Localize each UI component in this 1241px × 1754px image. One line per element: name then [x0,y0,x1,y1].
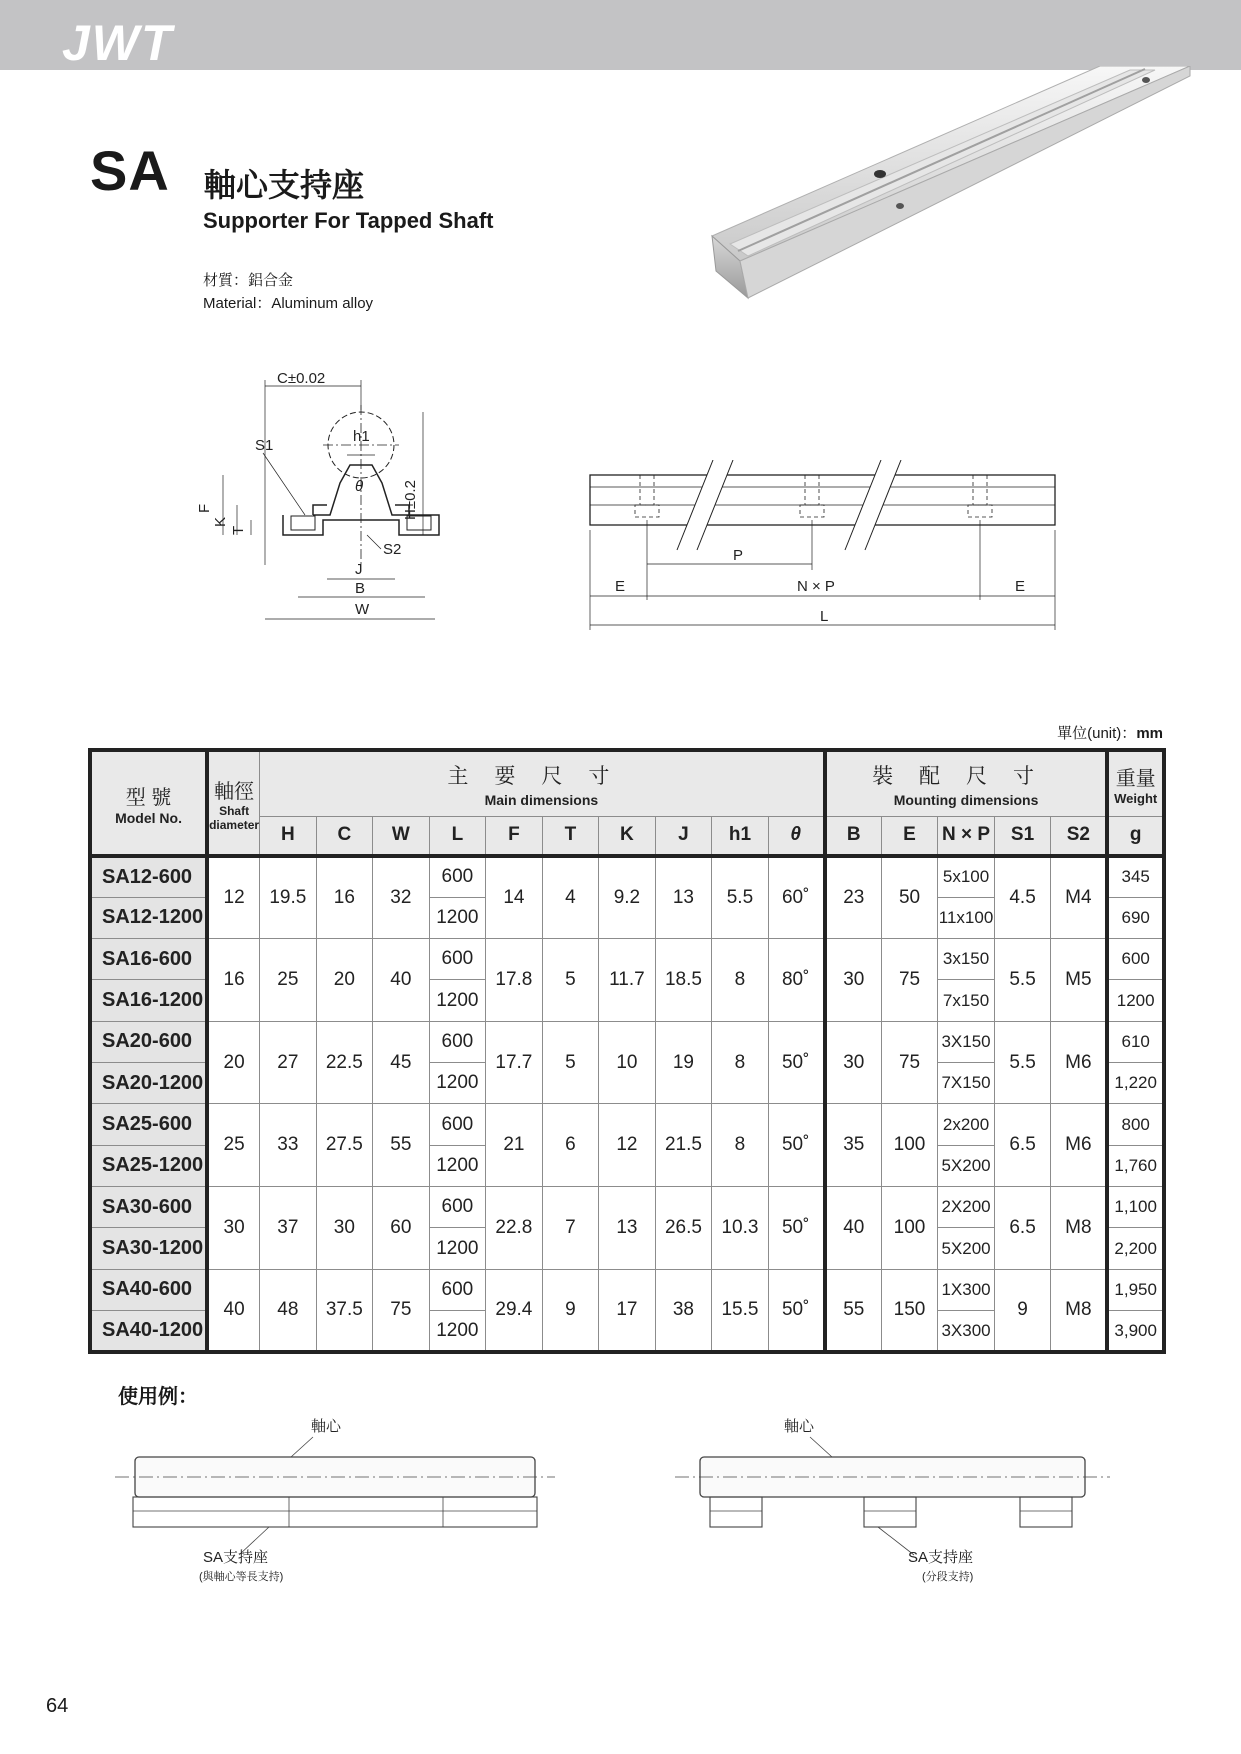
cell-h1: 15.5 [712,1269,769,1352]
dim-k-label: K [212,516,229,527]
cell-S1: 6.5 [994,1187,1051,1270]
cell-W: 40 [373,939,430,1022]
cell-L: 600 [429,1104,486,1145]
col-header: F [486,816,543,856]
cell-B: 23 [825,856,882,939]
cell-NxP: 5x100 [938,856,995,897]
cell-H: 37 [260,1187,317,1270]
cell-weight: 1,760 [1107,1145,1164,1186]
cell-theta: 50˚ [768,1269,825,1352]
header-main-cn: 主要尺寸 [447,764,636,788]
dim-e-left-label: E [615,578,626,595]
product-code: SA [90,139,170,202]
cell-W: 45 [373,1021,430,1104]
col-header: W [373,816,430,856]
table-row [90,1269,1164,1310]
header-shaft [207,750,259,856]
dim-t-label: T [230,525,247,535]
model-cell: SA20-600 [90,1021,207,1062]
table-row [90,1104,1164,1145]
cell-J: 38 [655,1269,712,1352]
cell-T: 4 [542,856,599,939]
cell-NxP: 5X200 [938,1228,995,1269]
cell-S2: M4 [1051,856,1108,939]
example-right-shaft-label: 軸心 [784,1418,815,1435]
cell-L: 1200 [429,980,486,1021]
cell-S1: 6.5 [994,1104,1051,1187]
cell-S1: 5.5 [994,939,1051,1022]
dim-j-label: J [355,561,363,578]
dim-h-label: H±0.2 [402,480,419,520]
cell-F: 21 [486,1104,543,1187]
cell-d: 16 [207,939,259,1022]
cell-E: 75 [881,1021,938,1104]
cell-L: 1200 [429,1228,486,1269]
model-cell: SA20-1200 [90,1063,207,1104]
header-mount-en: Mounting dimensions [893,791,1039,808]
cell-H: 48 [260,1269,317,1352]
header-weight-en: Weight [1114,790,1158,806]
cell-theta: 80˚ [768,939,825,1022]
cell-L: 1200 [429,1145,486,1186]
col-header: B [825,816,882,856]
cell-weight: 1,220 [1107,1063,1164,1104]
cell-theta: 50˚ [768,1187,825,1270]
cell-C: 22.5 [316,1021,373,1104]
cell-h1: 8 [712,1104,769,1187]
table-row [90,1021,1164,1062]
cell-theta: 50˚ [768,1104,825,1187]
cell-C: 16 [316,856,373,939]
header-model [90,750,207,856]
cell-h1: 5.5 [712,856,769,939]
cell-weight: 1,950 [1107,1269,1164,1310]
usage-example-right [670,1405,1110,1585]
example-left-note: (與軸心等長支持) [199,1571,284,1583]
cell-E: 100 [881,1187,938,1270]
cell-L: 600 [429,1021,486,1062]
dim-h1-label: h1 [353,428,370,445]
cell-F: 17.7 [486,1021,543,1104]
header-model-en: Model No. [115,809,182,826]
header-weight [1107,750,1164,816]
cell-B: 35 [825,1104,882,1187]
header-main-en: Main dimensions [484,791,599,808]
cell-H: 27 [260,1021,317,1104]
material-en: Material：Aluminum alloy [203,295,374,312]
cell-B: 30 [825,1021,882,1104]
dim-p-label: P [733,547,744,564]
cell-weight: 610 [1107,1021,1164,1062]
col-header: K [599,816,656,856]
header-shaft-en: Shaft diameter [209,803,260,832]
col-header: g [1107,816,1164,856]
example-left-shaft-label: 軸心 [311,1418,342,1435]
cell-weight: 800 [1107,1104,1164,1145]
cell-h1: 10.3 [712,1187,769,1270]
cell-E: 75 [881,939,938,1022]
cell-J: 26.5 [655,1187,712,1270]
col-header: T [542,816,599,856]
header-main-dimensions [260,750,825,816]
col-header: H [260,816,317,856]
rail-product-image [700,66,1200,306]
cell-K: 10 [599,1021,656,1104]
header-weight-cn: 重量 [1115,767,1156,790]
model-cell: SA30-1200 [90,1228,207,1269]
dim-s1-label: S1 [255,437,274,454]
unit-value: mm [1136,725,1163,742]
product-name-cn: 軸心支持座 [204,167,365,203]
cell-J: 18.5 [655,939,712,1022]
cell-L: 1200 [429,1311,486,1352]
cell-E: 150 [881,1269,938,1352]
mounting-hole-icon [874,170,886,178]
dim-f-label: F [196,503,213,513]
header-model-cn: 型 號 [125,786,172,809]
cell-S1: 9 [994,1269,1051,1352]
cell-d: 30 [207,1187,259,1270]
dim-b-label: B [355,580,366,597]
cell-NxP: 5X200 [938,1145,995,1186]
cell-L: 1200 [429,1063,486,1104]
cell-h1: 8 [712,939,769,1022]
cell-C: 20 [316,939,373,1022]
col-header: C [316,816,373,856]
cell-H: 19.5 [260,856,317,939]
dim-l-label: L [820,608,829,625]
cell-NxP: 7X150 [938,1063,995,1104]
cell-d: 25 [207,1104,259,1187]
cell-S1: 4.5 [994,856,1051,939]
dim-theta-label: θ [355,478,364,495]
usage-example-left [115,1405,555,1585]
cell-F: 29.4 [486,1269,543,1352]
cell-B: 40 [825,1187,882,1270]
col-header: h1 [712,816,769,856]
side-view-drawing [585,460,1060,635]
cell-T: 5 [542,1021,599,1104]
col-header: L [429,816,486,856]
col-header: θ [768,816,825,856]
model-cell: SA40-600 [90,1269,207,1310]
cross-section-drawing [195,365,485,635]
cell-L: 600 [429,1269,486,1310]
cell-E: 100 [881,1104,938,1187]
cell-H: 33 [260,1104,317,1187]
cell-K: 11.7 [599,939,656,1022]
cell-S2: M6 [1051,1104,1108,1187]
material-cn: 材質：鋁合金 [203,272,294,289]
cell-J: 13 [655,856,712,939]
cell-S2: M5 [1051,939,1108,1022]
cell-W: 75 [373,1269,430,1352]
header-band [0,0,1241,70]
cell-NxP: 7x150 [938,980,995,1021]
cell-L: 600 [429,856,486,897]
cell-h1: 8 [712,1021,769,1104]
cell-weight: 1,100 [1107,1187,1164,1228]
header-shaft-cn: 軸徑 [214,780,255,803]
model-cell: SA40-1200 [90,1311,207,1352]
example-left-support-label: SA支持座 [203,1549,269,1566]
cell-weight: 1200 [1107,980,1164,1021]
cell-K: 12 [599,1104,656,1187]
cell-J: 19 [655,1021,712,1104]
cell-S2: M8 [1051,1187,1108,1270]
cell-weight: 2,200 [1107,1228,1164,1269]
cell-C: 37.5 [316,1269,373,1352]
cell-L: 600 [429,939,486,980]
cell-S2: M6 [1051,1021,1108,1104]
cell-B: 30 [825,939,882,1022]
cell-C: 27.5 [316,1104,373,1187]
cell-d: 40 [207,1269,259,1352]
model-cell: SA16-1200 [90,980,207,1021]
cell-K: 17 [599,1269,656,1352]
cell-NxP: 11x100 [938,897,995,938]
page-number: 64 [46,1695,69,1717]
cell-d: 20 [207,1021,259,1104]
dim-e-right-label: E [1015,578,1026,595]
table-row [90,939,1164,980]
model-cell: SA25-600 [90,1104,207,1145]
cell-L: 1200 [429,897,486,938]
spec-table [88,748,1166,1354]
cell-T: 9 [542,1269,599,1352]
cell-K: 9.2 [599,856,656,939]
cell-J: 21.5 [655,1104,712,1187]
usage-example-title: 使用例： [118,1386,198,1408]
table-row [90,1187,1164,1228]
cell-W: 60 [373,1187,430,1270]
cell-F: 17.8 [486,939,543,1022]
cell-weight: 345 [1107,856,1164,897]
unit-label-text: 單位(unit)： [1057,725,1137,742]
cell-weight: 3,900 [1107,1311,1164,1352]
model-cell: SA12-1200 [90,897,207,938]
col-header: J [655,816,712,856]
cell-theta: 50˚ [768,1021,825,1104]
product-name-en: Supporter For Tapped Shaft [203,208,494,233]
cell-L: 600 [429,1187,486,1228]
cell-NxP: 1X300 [938,1269,995,1310]
dim-w-label: W [355,601,370,618]
cell-F: 22.8 [486,1187,543,1270]
dim-s2-label: S2 [383,541,402,558]
cell-weight: 690 [1107,897,1164,938]
cell-C: 30 [316,1187,373,1270]
example-right-support-label: SA支持座 [908,1549,974,1566]
cell-NxP: 3x150 [938,939,995,980]
header-mounting-dimensions [825,750,1108,816]
cell-F: 14 [486,856,543,939]
header-mount-cn: 裝配尺寸 [872,764,1061,788]
unit-label [1057,722,1163,743]
cell-NxP: 3X150 [938,1021,995,1062]
brand-logo: JWT [62,15,174,71]
cell-theta: 60˚ [768,856,825,939]
table-row [90,856,1164,897]
cell-B: 55 [825,1269,882,1352]
cell-H: 25 [260,939,317,1022]
cell-W: 32 [373,856,430,939]
model-cell: SA12-600 [90,856,207,897]
cell-W: 55 [373,1104,430,1187]
cell-weight: 600 [1107,939,1164,980]
model-cell: SA16-600 [90,939,207,980]
cell-K: 13 [599,1187,656,1270]
model-cell: SA25-1200 [90,1145,207,1186]
cell-NxP: 3X300 [938,1311,995,1352]
cell-d: 12 [207,856,259,939]
cell-E: 50 [881,856,938,939]
col-header: S2 [1051,816,1108,856]
cell-S2: M8 [1051,1269,1108,1352]
cell-T: 7 [542,1187,599,1270]
col-header: E [881,816,938,856]
cell-S1: 5.5 [994,1021,1051,1104]
cell-T: 5 [542,939,599,1022]
cell-NxP: 2x200 [938,1104,995,1145]
dim-nxp-label: N × P [797,578,835,595]
col-header: S1 [994,816,1051,856]
dim-c-label: C±0.02 [277,370,326,387]
cell-T: 6 [542,1104,599,1187]
example-right-note: (分段支持) [922,1571,974,1583]
cell-NxP: 2X200 [938,1187,995,1228]
model-cell: SA30-600 [90,1187,207,1228]
col-header: N × P [938,816,995,856]
